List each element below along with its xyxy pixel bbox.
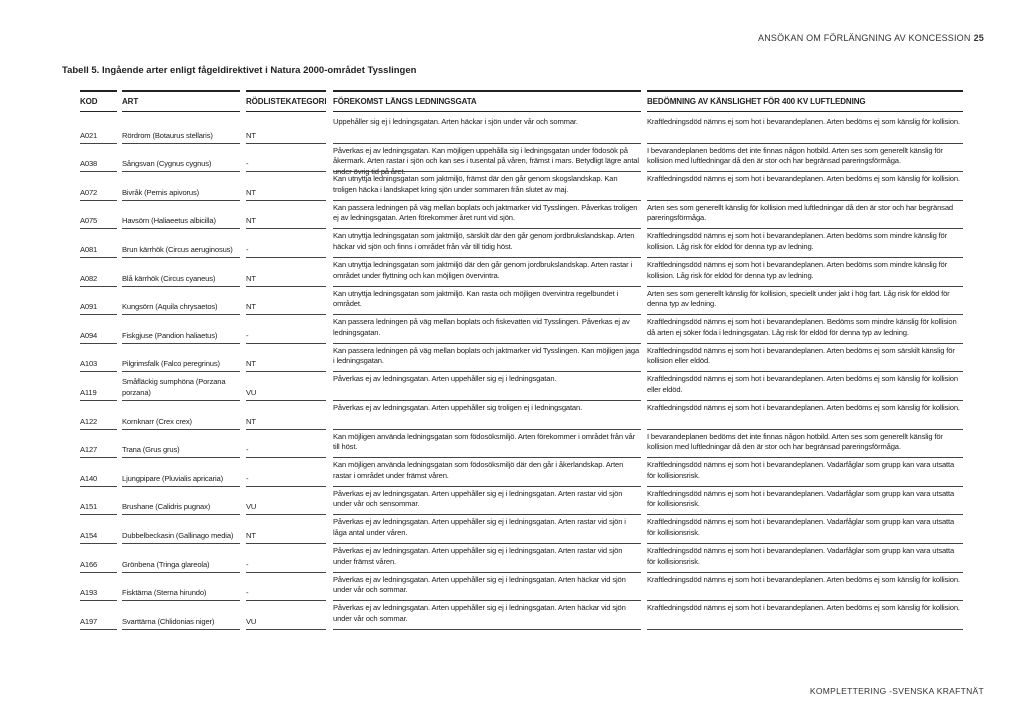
row-divider <box>333 572 641 573</box>
cell-bedomning: Kraftledningsdöd nämns ej som hot i bevarandeplanen. Arten bedöms ej som känslig för kollision. <box>647 574 960 584</box>
row-divider <box>80 572 117 573</box>
cell-bedomning: I bevarandeplanen bedöms det inte finnas någon hotbild. Arten ses som generellt känslig för kollision med luftledningar då den är stor och har begränsad pareringsförmåga. <box>647 145 943 166</box>
cell-kod: A197 <box>80 616 98 626</box>
cell-bedomning: Kraftledningsdöd nämns ej som hot i bevarandeplanen. Vadarfåglar som grupp kan vara utsatta för kollisionsrisk. <box>647 546 955 566</box>
row-divider <box>122 629 240 630</box>
cell-bedomning: Kraftledningsdöd nämns ej som hot i bevarandeplanen. Arten bedöms som mindre känslig för kollision. Låg risk för eldöd för denna typ av ledning. <box>647 260 948 280</box>
row-divider <box>122 200 240 201</box>
row-divider <box>333 171 641 172</box>
cell-art: Grönbena (Tringa glareola) <box>122 559 210 569</box>
row-divider <box>647 486 963 487</box>
row-divider <box>80 200 117 201</box>
cell-art: Havsörn (Haliaeetus albicilla) <box>122 216 216 226</box>
cell-kod: A081 <box>80 245 98 254</box>
cell-forekomst: Påverkas ej av ledningsgatan. Arten uppehåller sig ej i ledningsgatan. Arten rastar vid sjön under främst våren. <box>333 546 623 566</box>
row-divider <box>246 314 326 315</box>
cell-forekomst: Kan utnyttja ledningsgatan som jaktmiljö, främst där den går genom skogslandskap. Kan troligen häcka i landskapet kring sjön under sommaren från slutet av maj. <box>333 174 618 194</box>
row-divider <box>80 457 117 458</box>
cell-forekomst: Kan utnyttja ledningsgatan som jaktmiljö. Kan rasta och möjligen övervintra regelbundet i området. <box>333 288 619 309</box>
cell-rodlistekategori: NT <box>246 416 256 426</box>
cell-rodlistekategori: VU <box>246 388 257 397</box>
row-divider <box>647 600 963 601</box>
row-divider <box>647 257 963 258</box>
row-divider <box>647 429 963 430</box>
cell-kod: A094 <box>80 330 98 340</box>
cell-forekomst: Påverkas ej av ledningsgatan. Arten uppehåller sig ej i ledningsgatan. Arten rastar vid sjön i låga antal under våren. <box>333 517 626 537</box>
cell-bedomning: Arten ses som generellt känslig för kollision, speciellt under jakt i hög fart. Låg risk för eldöd för denna typ av ledning. <box>647 288 950 309</box>
row-divider <box>333 514 641 515</box>
row-divider <box>333 257 641 258</box>
cell-rodlistekategori: VU <box>246 616 257 626</box>
cell-kod: A166 <box>80 559 98 569</box>
row-divider <box>246 514 326 515</box>
cell-forekomst: Uppehåller sig ej i ledningsgatan. Arten häckar i sjön under vår och sommar. <box>333 117 578 126</box>
row-divider <box>647 629 963 630</box>
cell-art: Svarttärna (Chlidonias niger) <box>122 616 215 626</box>
row-divider <box>246 200 326 201</box>
row-divider <box>80 228 117 229</box>
cell-bedomning: Kraftledningsdöd nämns ej som hot i bevarandeplanen. Vadarfåglar som grupp kan vara utsatta för kollisionsrisk. <box>647 460 955 480</box>
running-header <box>758 33 984 43</box>
row-divider <box>80 429 117 430</box>
cell-art: Trana (Grus grus) <box>122 445 180 455</box>
cell-kod: A140 <box>80 473 98 483</box>
cell-bedomning: Kraftledningsdöd nämns ej som hot i bevarandeplanen. Bedöms som mindre känslig för kollision då arten ej söker föda i ledningsgatan. Låg risk för eldöd för denna typ av ledning. <box>647 317 957 337</box>
column-header-art: ART <box>122 90 240 112</box>
row-divider <box>333 600 641 601</box>
cell-forekomst: Påverkas ej av ledningsgatan. Arten uppehåller sig ej i ledningsgatan. Arten häckar vid sjön under vår och sommar. <box>333 574 626 595</box>
row-divider <box>80 600 117 601</box>
cell-art: Pilgrimsfalk (Falco peregrinus) <box>122 359 220 369</box>
row-divider <box>122 429 240 430</box>
row-divider <box>246 572 326 573</box>
row-divider <box>80 371 117 372</box>
cell-rodlistekategori: NT <box>246 273 256 283</box>
row-divider <box>122 457 240 458</box>
row-divider <box>647 171 963 172</box>
cell-rodlistekategori: NT <box>246 130 256 140</box>
row-divider <box>647 200 963 201</box>
cell-bedomning: Kraftledningsdöd nämns ej som hot i bevarandeplanen. Arten bedöms ej som känslig för kollision. <box>647 174 960 184</box>
cell-forekomst: Kan passera ledningen på väg mellan boplats och fiskevatten vid Tysslingen. Påverkas ej av ledningsgatan. <box>333 317 630 337</box>
cell-art: Sångsvan (Cygnus cygnus) <box>122 159 212 169</box>
cell-rodlistekategori: NT <box>246 302 256 312</box>
row-divider <box>80 314 117 315</box>
cell-rodlistekategori: - <box>246 559 249 569</box>
cell-forekomst: Påverkas ej av ledningsgatan. Arten uppehåller sig ej i ledningsgatan. <box>333 374 557 384</box>
cell-art: Kungsörn (Aquila chrysaetos) <box>122 302 218 312</box>
row-divider <box>122 343 240 344</box>
cell-forekomst: Påverkas ej av ledningsgatan. Arten uppehåller sig troligen ej i ledningsgatan. <box>333 403 583 412</box>
row-divider <box>333 457 641 458</box>
row-divider <box>122 514 240 515</box>
cell-bedomning: Arten ses som generellt känslig för kollision med luftledningar då den är stor och har begränsad pareringsförmåga. <box>647 202 953 223</box>
row-divider <box>333 228 641 229</box>
cell-rodlistekategori: - <box>246 245 249 254</box>
row-divider <box>122 600 240 601</box>
row-divider <box>246 257 326 258</box>
row-divider <box>122 314 240 315</box>
row-divider <box>647 457 963 458</box>
row-divider <box>333 143 641 144</box>
column-header-kod: KOD <box>80 90 117 112</box>
column-header-rodlistekategori: RÖDLISTEKATEGORI <box>246 90 326 112</box>
cell-bedomning: Kraftledningsdöd nämns ej som hot i bevarandeplanen. Arten bedöms ej som känslig för kollision eller eldöd. <box>647 374 958 394</box>
cell-kod: A122 <box>80 416 98 426</box>
row-divider <box>122 257 240 258</box>
row-divider <box>122 171 240 172</box>
cell-forekomst: Påverkas ej av ledningsgatan. Kan möjligen uppehålla sig i ledningsgatan under födosök på åkermark. Arten rastar i sjön och kan ses i tusental på våren, främst i mars. Betydligt lägre antal under övrig tid på året. <box>333 145 639 176</box>
cell-kod: A091 <box>80 302 98 312</box>
running-title: ANSÖKAN OM FÖRLÄNGNING AV KONCESSION <box>758 33 971 43</box>
row-divider <box>333 200 641 201</box>
row-divider <box>80 400 117 401</box>
row-divider <box>647 343 963 344</box>
cell-bedomning: Kraftledningsdöd nämns ej som hot i bevarandeplanen. Arten bedöms ej som känslig för kollision. <box>647 403 960 412</box>
cell-bedomning: Kraftledningsdöd nämns ej som hot i bevarandeplanen. Vadarfåglar som grupp kan vara utsatta för kollisionsrisk. <box>647 517 955 537</box>
cell-art: Brun kärrhök (Circus aeruginosus) <box>122 245 233 254</box>
row-divider <box>122 572 240 573</box>
row-divider <box>246 343 326 344</box>
cell-art: Fiskgjuse (Pandion haliaetus) <box>122 330 218 340</box>
row-divider <box>647 572 963 573</box>
row-divider <box>333 343 641 344</box>
row-divider <box>246 486 326 487</box>
cell-kod: A127 <box>80 445 98 455</box>
cell-rodlistekategori: VU <box>246 502 257 512</box>
row-divider <box>333 429 641 430</box>
cell-rodlistekategori: - <box>246 473 249 483</box>
row-divider <box>333 629 641 630</box>
cell-bedomning: Kraftledningsdöd nämns ej som hot i bevarandeplanen. Arten bedöms ej som känslig för kollision. <box>647 117 960 126</box>
row-divider <box>333 543 641 544</box>
cell-kod: A151 <box>80 502 98 512</box>
row-divider <box>333 286 641 287</box>
cell-kod: A038 <box>80 159 98 169</box>
cell-forekomst: Kan passera ledningen på väg mellan boplats och jaktmarker vid Tysslingen. Kan möjligen jaga i ledningsgatan. <box>333 345 640 366</box>
table-caption: Tabell 5. Ingående arter enligt fågeldirektivet i Natura 2000-området Tysslingen <box>62 65 417 76</box>
row-divider <box>333 400 641 401</box>
cell-rodlistekategori: - <box>246 588 249 598</box>
row-divider <box>246 629 326 630</box>
cell-art: Småfläckig sumphöna (Porzana porzana) <box>122 377 226 397</box>
cell-bedomning: I bevarandeplanen bedöms det inte finnas någon hotbild. Arten ses som generellt känslig för kollision med luftledningar då den är stor och har begränsad pareringsförmåga. <box>647 431 943 452</box>
column-header-bedomning: BEDÖMNING AV KÄNSLIGHET FÖR 400 KV LUFTLEDNING <box>647 90 963 112</box>
row-divider <box>647 143 963 144</box>
cell-forekomst: Kan utnyttja ledningsgatan som jaktmiljö, särskilt där den går genom jordbrukslandskap. Arten häckar vid sjön och finns i området från vår till tidig höst. <box>333 231 635 251</box>
cell-rodlistekategori: - <box>246 159 249 169</box>
cell-forekomst: Kan möjligen använda ledningsgatan som födosöksmiljö. Arten förekommer i området från vår till höst. <box>333 431 635 452</box>
cell-rodlistekategori: NT <box>246 531 256 540</box>
row-divider <box>647 543 963 544</box>
row-divider <box>246 228 326 229</box>
row-divider <box>647 371 963 372</box>
row-divider <box>246 543 326 544</box>
cell-kod: A119 <box>80 388 97 397</box>
cell-rodlistekategori: NT <box>246 216 256 226</box>
cell-art: Bivråk (Pernis apivorus) <box>122 187 200 197</box>
row-divider <box>80 486 117 487</box>
column-header-forekomst: FÖREKOMST LÄNGS LEDNINGSGATA <box>333 90 641 112</box>
row-divider <box>80 343 117 344</box>
row-divider <box>122 543 240 544</box>
cell-art: Dubbelbeckasin (Gallinago media) <box>122 531 234 540</box>
cell-rodlistekategori: NT <box>246 187 256 197</box>
row-divider <box>246 429 326 430</box>
row-divider <box>80 629 117 630</box>
cell-art: Kornknarr (Crex crex) <box>122 416 192 426</box>
row-divider <box>333 314 641 315</box>
cell-bedomning: Kraftledningsdöd nämns ej som hot i bevarandeplanen. Arten bedöms ej som särskilt känslig för kollision eller eldöd. <box>647 345 955 366</box>
cell-art: Rördrom (Botaurus stellaris) <box>122 130 213 140</box>
row-divider <box>647 286 963 287</box>
row-divider <box>122 486 240 487</box>
row-divider <box>246 286 326 287</box>
cell-forekomst: Påverkas ej av ledningsgatan. Arten uppehåller sig ej i ledningsgatan. Arten häckar vid sjön under vår och sommar. <box>333 603 626 623</box>
row-divider <box>80 543 117 544</box>
row-divider <box>122 371 240 372</box>
row-divider <box>80 514 117 515</box>
row-divider <box>246 371 326 372</box>
row-divider <box>246 400 326 401</box>
cell-forekomst: Kan möjligen använda ledningsgatan som födosöksmiljö där den går i åkerlandskap. Arten rastar i området under främst våren. <box>333 460 624 480</box>
row-divider <box>246 457 326 458</box>
cell-kod: A193 <box>80 588 98 598</box>
cell-kod: A075 <box>80 216 98 226</box>
page-footer: KOMPLETTERING -SVENSKA KRAFTNÄT <box>809 686 984 696</box>
cell-art: Brushane (Calidris pugnax) <box>122 502 211 512</box>
row-divider <box>80 143 117 144</box>
cell-forekomst: Påverkas ej av ledningsgatan. Arten uppehåller sig ej i ledningsgatan. Arten rastar vid sjön under vår och sensommar. <box>333 488 623 509</box>
row-divider <box>80 286 117 287</box>
cell-kod: A154 <box>80 531 98 540</box>
row-divider <box>333 371 641 372</box>
row-divider <box>122 286 240 287</box>
row-divider <box>80 171 117 172</box>
cell-rodlistekategori: - <box>246 445 249 455</box>
cell-art: Blå kärrhök (Circus cyaneus) <box>122 273 216 283</box>
row-divider <box>122 400 240 401</box>
cell-art: Ljungpipare (Pluvialis apricaria) <box>122 473 223 483</box>
row-divider <box>122 228 240 229</box>
cell-forekomst: Kan utnyttja ledningsgatan som jaktmiljö där den går genom jordbrukslandskap. Arten rastar i området under flyttning och kan möjligen övervintra. <box>333 260 632 280</box>
cell-kod: A082 <box>80 273 98 283</box>
cell-art: Fisktärna (Sterna hirundo) <box>122 588 207 598</box>
cell-bedomning: Kraftledningsdöd nämns ej som hot i bevarandeplanen. Arten bedöms ej som känslig för kollision. <box>647 603 960 613</box>
cell-rodlistekategori: - <box>246 330 249 340</box>
cell-kod: A021 <box>80 130 98 140</box>
cell-kod: A103 <box>80 359 98 369</box>
cell-bedomning: Kraftledningsdöd nämns ej som hot i bevarandeplanen. Arten bedöms som mindre känslig för kollision. Låg risk för eldöd för denna typ av ledning. <box>647 231 948 251</box>
row-divider <box>333 486 641 487</box>
page-number: 25 <box>973 33 984 43</box>
cell-forekomst: Kan passera ledningen på väg mellan boplats och jaktmarker vid Tysslingen. Påverkas troligen ej av ledningsgatan. Arten förekommer året runt vid sjön. <box>333 202 638 223</box>
row-divider <box>122 143 240 144</box>
row-divider <box>80 257 117 258</box>
cell-bedomning: Kraftledningsdöd nämns ej som hot i bevarandeplanen. Vadarfåglar som grupp kan vara utsatta för kollisionsrisk. <box>647 488 955 509</box>
row-divider <box>246 171 326 172</box>
row-divider <box>246 143 326 144</box>
row-divider <box>246 600 326 601</box>
row-divider <box>647 228 963 229</box>
cell-kod: A072 <box>80 187 98 197</box>
row-divider <box>647 514 963 515</box>
row-divider <box>647 400 963 401</box>
cell-rodlistekategori: NT <box>246 359 256 369</box>
row-divider <box>647 314 963 315</box>
